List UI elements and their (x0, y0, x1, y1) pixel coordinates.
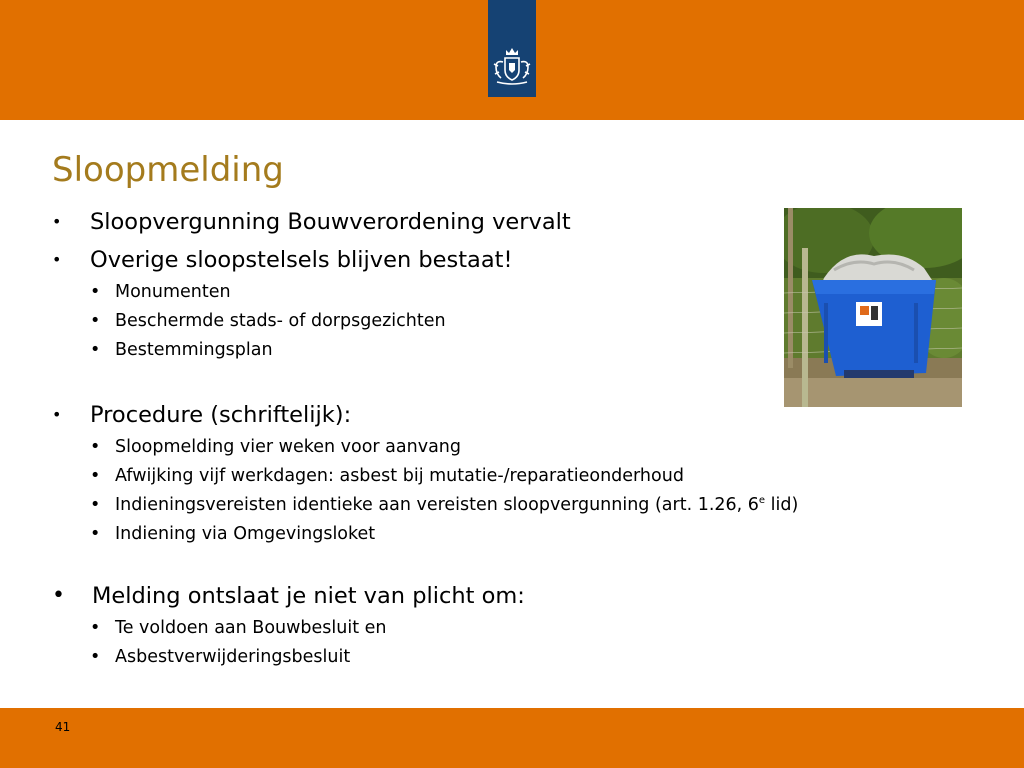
logo (488, 0, 536, 97)
bullet-marker: • (90, 647, 101, 667)
bullet-marker: • (90, 524, 101, 544)
blue-skip-container-photo (784, 208, 962, 407)
bullet-marker: • (90, 437, 101, 457)
bullet-marker: • (52, 212, 62, 231)
footer-band (0, 708, 1024, 768)
bullet-marker: • (90, 466, 101, 486)
bullet-marker: • (90, 618, 101, 638)
bullet-marker: • (90, 495, 101, 515)
bullet-marker: • (90, 340, 101, 360)
bullet-marker: • (90, 282, 101, 302)
bullet-marker: • (52, 405, 62, 424)
bullet-marker: • (52, 250, 62, 269)
page-number: 41 (55, 720, 71, 734)
coat-of-arms-icon (488, 0, 536, 97)
bullet-marker: • (90, 311, 101, 331)
bullet-marker: • (52, 583, 65, 608)
slide-title: Sloopmelding (52, 150, 284, 190)
